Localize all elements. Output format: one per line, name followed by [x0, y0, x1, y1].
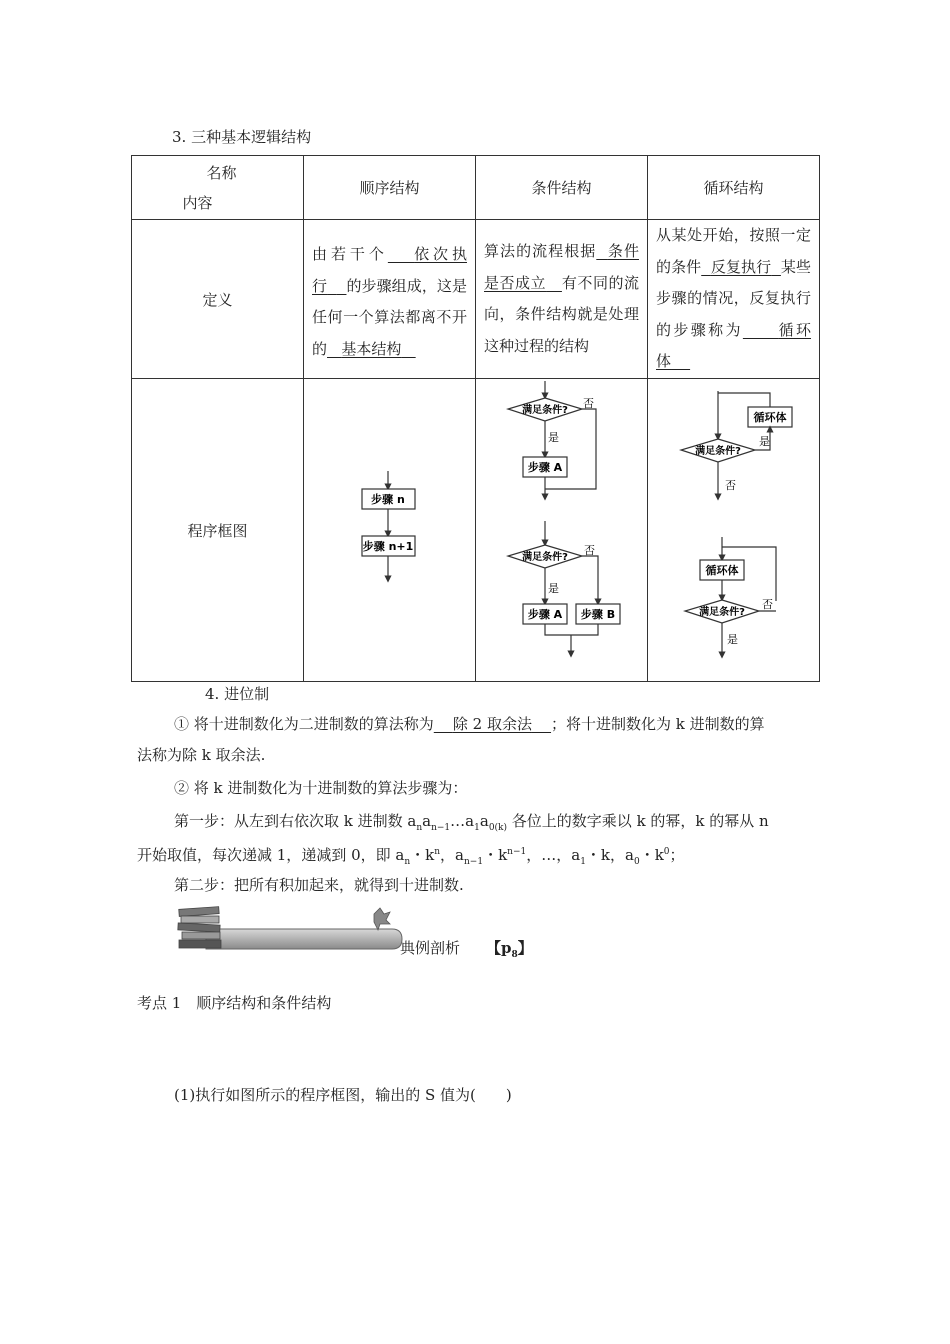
loop-condition-label-2: 满足条件? — [699, 607, 745, 618]
corner-cell — [132, 156, 304, 220]
p1-text-a: ① 将十进制数化为二进制数的算法称为 — [174, 715, 434, 733]
seq-def-text-2: 的步骤组成，这是任何一个算法都离不开的 — [312, 276, 467, 358]
loop-yes-label-2: 是 — [727, 633, 738, 646]
loop-body-label-2: 循环体 — [705, 564, 739, 577]
header-sequential: 顺序结构 — [304, 156, 476, 220]
banner-ref: 【$p_8$】 — [486, 939, 533, 960]
question-1: (1)执行如图所示的程序框图，输出的 S 值为( ) — [174, 1086, 512, 1104]
sequential-flowchart-cell — [304, 379, 476, 682]
p3-text-b: 各位上的数字乘以 k 的幂，k 的幂从 n — [511, 812, 769, 830]
p1-text-c: ；将十进制数化为 k 进制数的算 — [551, 715, 765, 733]
seq-def-text-1: 由若干个 — [312, 245, 388, 263]
loop-definition — [648, 220, 820, 379]
yes-label-2: 是 — [548, 582, 559, 595]
conditional-flowchart — [476, 379, 648, 681]
loop-flowchart-cell — [648, 379, 820, 682]
p4-text: 开始取值，每次递减 1，递减到 0，即 a — [137, 846, 405, 864]
flowchart-row — [132, 379, 820, 682]
cond-def-text-2: 有不同的流向，条件结构就是处理这种过程的结构 — [484, 273, 639, 355]
yes-label-1: 是 — [548, 431, 559, 444]
step-b-label: 步骤 B — [580, 608, 616, 621]
loop-def-blank-1: 反复执行 — [710, 257, 772, 276]
header-conditional: 条件结构 — [476, 156, 648, 220]
books-icon — [178, 907, 221, 948]
cond-def-text-1: 算法的流程根据 — [484, 242, 597, 260]
header-loop: 循环结构 — [648, 156, 820, 220]
loop-condition-label-1: 满足条件? — [695, 446, 741, 457]
paragraph-1-cont: 法称为除 k 取余法. — [137, 746, 266, 764]
paragraph-4: 开始取值，每次递减 1，递减到 0，即 $a_n$・$k^n$，$a_{n-1}$・$k^{n-1}$，…，$a_1$・k，$a_0$・$k^0$； — [137, 846, 685, 867]
loop-flowchart — [648, 379, 820, 681]
paragraph-3: 第一步：从左到右依次取 k 进制数 $a_na_{n-1}\dots a_1a_{0(k)}$ 各位上的数字乘以 k 的幂，k 的幂从 n — [174, 812, 769, 833]
p3-text-a: 第一步：从左到右依次取 k 进制数 a — [174, 812, 417, 830]
table-header-row — [132, 156, 820, 220]
sequential-flowchart — [304, 379, 476, 681]
section-banner — [176, 902, 406, 954]
conditional-flowchart-cell — [476, 379, 648, 682]
loop-def-text-2: 某些步骤的情况，反复执行的步骤称为 — [656, 257, 811, 339]
section-4-title: 4. 进位制 — [205, 685, 270, 703]
paragraph-1 — [174, 714, 765, 734]
cond-def-blank: 条件是否成立 — [484, 242, 639, 292]
books-banner-graphic — [176, 902, 406, 954]
loop-body-label-1: 循环体 — [753, 411, 787, 424]
banner-title: 典例剖析 — [400, 939, 461, 957]
step-a-label-1: 步骤 A — [527, 461, 563, 474]
p1-blank: 除 2 取余法 — [452, 715, 532, 733]
step-a-label-2: 步骤 A — [527, 608, 563, 621]
paragraph-5: 第二步：把所有积加起来，就得到十进制数. — [174, 876, 464, 894]
leaf-icon — [374, 908, 390, 930]
loop-no-label-2: 否 — [762, 598, 773, 611]
loop-no-label-1: 否 — [725, 479, 736, 492]
logic-structures-table — [131, 155, 820, 682]
definition-row — [132, 220, 820, 379]
loop-yes-label-1: 是 — [759, 435, 770, 448]
seq-def-blank-2: 基本结构 — [341, 339, 402, 358]
topic-heading: 考点 1 顺序结构和条件结构 — [137, 994, 332, 1012]
condition-label-1: 满足条件? — [522, 405, 568, 416]
step-n-label: 步骤 n — [371, 493, 405, 506]
corner-top-label: 名称 — [206, 163, 237, 182]
sequential-definition — [304, 220, 476, 379]
section-3-title: 3. 三种基本逻辑结构 — [172, 128, 312, 146]
flowchart-label: 程序框图 — [132, 379, 304, 682]
loop-def-text-1: 从某处开始，按照一定的条件 — [656, 226, 811, 276]
conditional-definition — [476, 220, 648, 379]
step-n1-label: 步骤 n+1 — [362, 540, 414, 553]
loop-def-blank-2: 循环体 — [656, 320, 811, 371]
no-label-1: 否 — [583, 397, 594, 410]
seq-def-blank-1: 依次执行 — [312, 245, 467, 295]
condition-label-2: 满足条件? — [522, 552, 568, 563]
corner-bottom-label: 内容 — [182, 193, 213, 212]
no-label-2: 否 — [584, 544, 595, 557]
definition-label: 定义 — [132, 220, 304, 379]
paragraph-2: ② 将 k 进制数化为十进制数的算法步骤为： — [174, 779, 468, 797]
